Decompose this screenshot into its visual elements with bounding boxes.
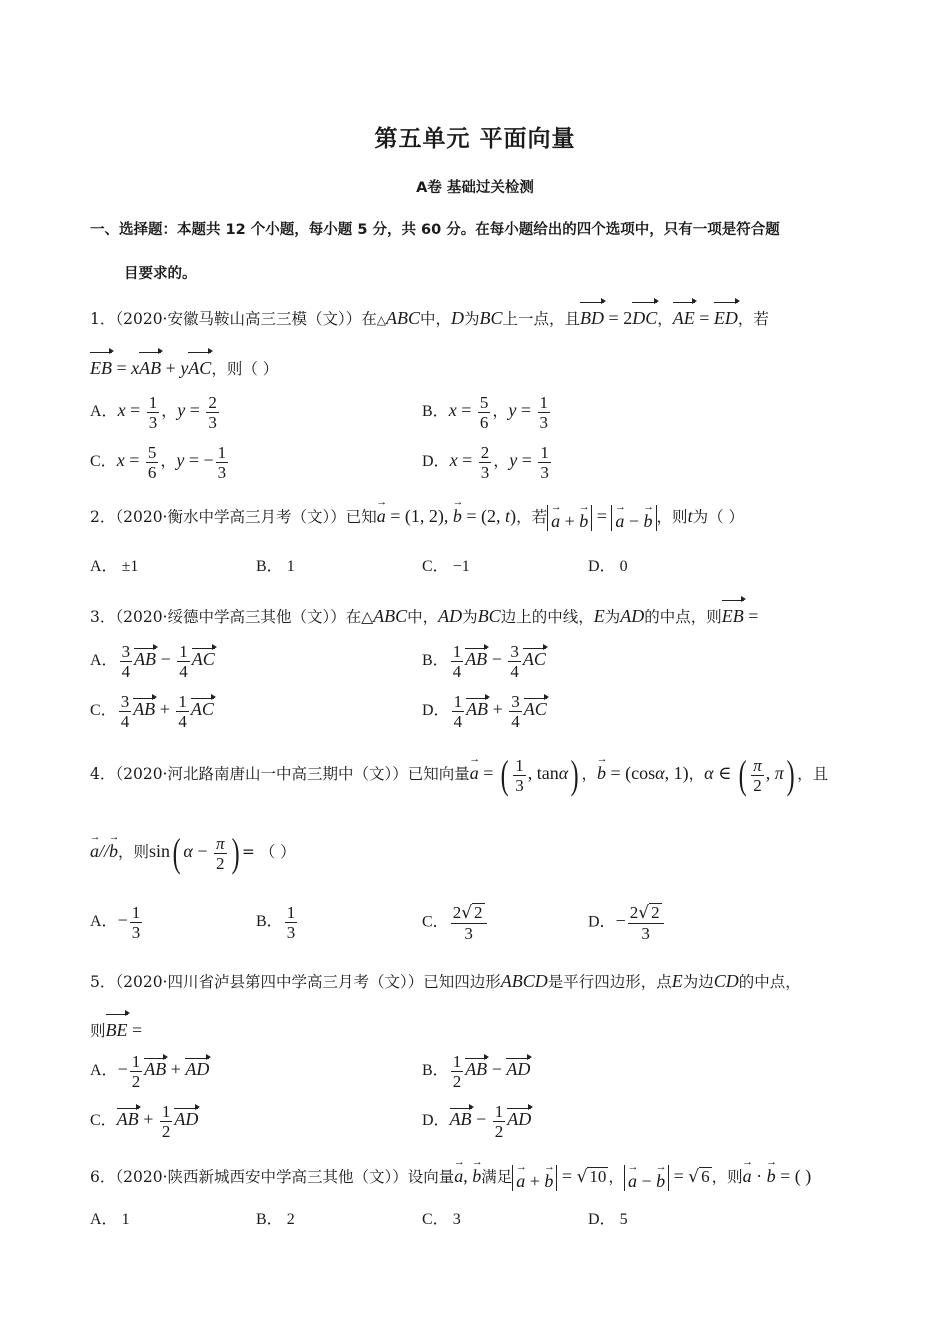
q3-option-d[interactable]: D． $\frac{1}{4}$ AB + $\frac{3}{4}$ AC <box>422 692 547 731</box>
question-1-stem-cont: EB = xAB + yAC，则（ ） <box>90 350 278 384</box>
q3-option-a[interactable]: A． $\frac{3}{4}$ AB − $\frac{1}{4}$ AC <box>90 642 215 681</box>
question-4-stem: 4．（2020·河北路南唐山一中高三期中（文））已知向量a → = ( $\frac{1}{3}$ , tanα) ，b → = (cosα, 1)，α ∈ ( $\frac{\pi}{2}$ , π) ，且 <box>90 755 828 795</box>
q3-option-b[interactable]: B． $\frac{1}{4}$ AB − $\frac{3}{4}$ AC <box>422 642 546 681</box>
q1-option-a[interactable]: A．x = $\frac{1}{3}$ ，y = $\frac{2}{3}$ <box>90 393 217 432</box>
question-4-stem-cont: a →//b →，则sin( α − $\frac{\pi}{2}$ ) = （ ） <box>90 833 296 873</box>
q1-option-c[interactable]: C．x = $\frac{5}{6}$ ，y = − $\frac{1}{3}$ <box>90 443 227 482</box>
question-2-stem: 2．（2020·衡水中学高三月考（文））已知a → = (1, 2), b → = (2, t)，若 a → + b → = a → − b → ，则t为（ ） <box>90 498 744 532</box>
q5-option-b[interactable]: B． $\frac{1}{2}$ AB − AD <box>422 1052 531 1091</box>
q5-option-c[interactable]: C．AB + $\frac{1}{2}$ AD <box>90 1102 199 1141</box>
q3-option-c[interactable]: C． $\frac{3}{4}$ AB + $\frac{1}{4}$ AC <box>90 692 214 731</box>
q4-option-a[interactable]: A．− $\frac{1}{3}$ <box>90 903 141 942</box>
q5-option-a[interactable]: A．− $\frac{1}{2}$ AB + AD <box>90 1052 210 1091</box>
q6-option-b[interactable]: B． 2 <box>256 1211 295 1228</box>
q2-option-a[interactable]: A． ±1 <box>90 558 139 575</box>
q4-option-b[interactable]: B． $\frac{1}{3}$ <box>256 903 296 942</box>
question-5-stem: 5．（2020·四川省泸县第四中学高三月考（文））已知四边形ABCD是平行四边形，点E为边CD的中点， <box>90 971 801 991</box>
q2-option-b[interactable]: B． 1 <box>256 558 295 575</box>
page-title: 第五单元 平面向量 <box>374 126 576 152</box>
q1-option-b[interactable]: B．x = $\frac{5}{6}$ ，y = $\frac{1}{3}$ <box>422 393 549 432</box>
q6-option-a[interactable]: A． 1 <box>90 1211 130 1228</box>
question-6-stem: 6．（2020·陕西新城西安中学高三其他（文））设向量a →, b →满足 a → + b → = √ 10 ， a → − b → = √ 6 ，则a → · b → = ( ) <box>90 1158 811 1192</box>
section-heading: 一、选择题：本题共 12 个小题，每小题 5 分，共 60 分。在每小题给出的四个选项中，只有一项是符合题 <box>90 222 780 238</box>
question-3-stem: 3．（2020·绥德中学高三其他（文））在△ABC中，AD为BC边上的中线，E为AD的中点，则EB = <box>90 598 758 632</box>
q5-option-d[interactable]: D．AB − $\frac{1}{2}$ AD <box>422 1102 532 1141</box>
page-subtitle: A卷 基础过关检测 <box>416 180 534 196</box>
section-heading-cont: 目要求的。 <box>124 266 197 282</box>
q4-option-c[interactable]: C． $\frac{2√ 2}{3}$ <box>422 903 489 943</box>
q2-option-c[interactable]: C． −1 <box>422 558 470 575</box>
q4-option-d[interactable]: D．− $\frac{2√ 2}{3}$ <box>588 903 666 943</box>
q6-option-c[interactable]: C． 3 <box>422 1211 461 1228</box>
q6-option-d[interactable]: D． 5 <box>588 1211 628 1228</box>
question-5-stem-cont: 则BE = <box>90 1012 142 1046</box>
q2-option-d[interactable]: D． 0 <box>588 558 628 575</box>
question-1-stem: 1．（2020·安徽马鞍山高三三模（文））在△ABC中，D为BC上一点，且BD = 2DC，AE = ED，若 <box>90 300 769 335</box>
q1-option-d[interactable]: D．x = $\frac{2}{3}$ ，y = $\frac{1}{3}$ <box>422 443 549 482</box>
